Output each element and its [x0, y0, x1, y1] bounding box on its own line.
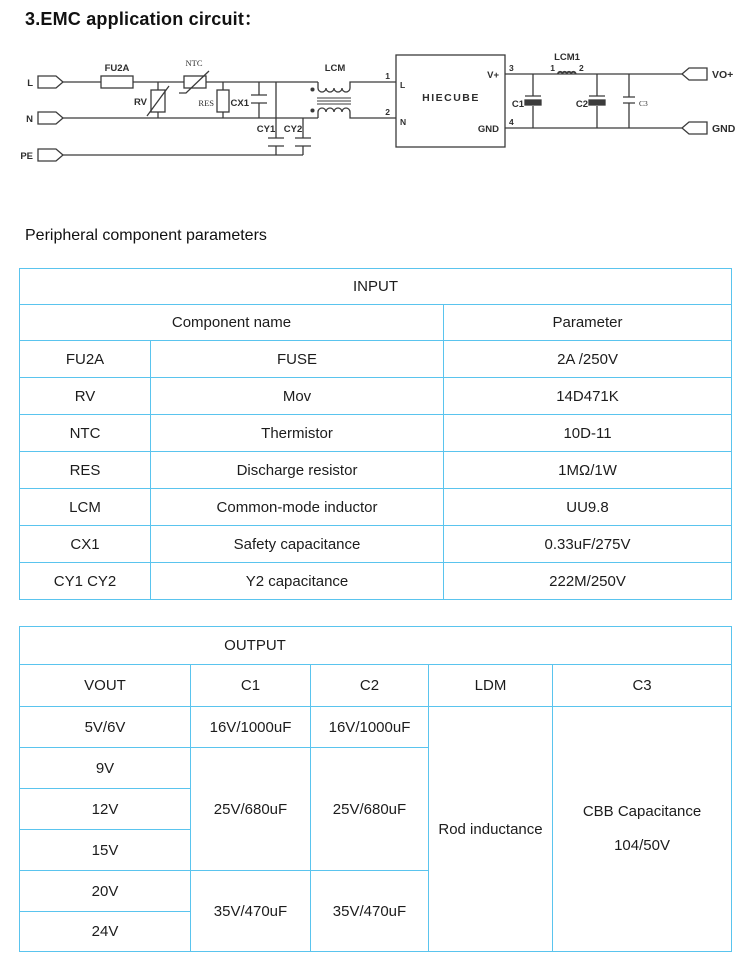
component-ref: RES — [20, 452, 151, 489]
component-name: Common-mode inductor — [151, 489, 444, 526]
table-row — [20, 526, 732, 563]
component-name: FUSE — [151, 341, 444, 378]
output-parameters-table — [19, 626, 732, 952]
label-n: N — [26, 114, 33, 125]
c1-value: 16V/1000uF — [191, 707, 311, 748]
component-name: Thermistor — [151, 415, 444, 452]
label-pin1: 1 — [385, 71, 390, 81]
table-row — [20, 341, 732, 378]
component-name: Safety capacitance — [151, 526, 444, 563]
output-table-title — [20, 627, 732, 665]
label-module: HIECUBE — [422, 92, 480, 104]
c1-value: 35V/470uF — [191, 871, 311, 952]
label-rv: RV — [133, 97, 147, 108]
c2-symbol — [589, 100, 605, 105]
label-lcm1-pin1: 1 — [550, 63, 555, 73]
table-row — [20, 489, 732, 526]
label-gnd-out: GND — [712, 123, 736, 135]
c2-value: 16V/1000uF — [311, 707, 429, 748]
page-title: 3.EMC application circuit： — [25, 9, 263, 29]
l-terminal-icon — [38, 76, 63, 88]
c1-value: 25V/680uF — [191, 748, 311, 871]
output-header-vout: VOUT — [20, 665, 191, 707]
component-ref: CY1 CY2 — [20, 563, 151, 600]
label-cy2: CY2 — [283, 124, 303, 135]
component-name: Discharge resistor — [151, 452, 444, 489]
output-header-ldm: LDM — [429, 665, 553, 707]
pe-terminal-icon — [38, 149, 63, 161]
c3-value-line1: CBB Capacitance — [582, 803, 702, 820]
label-cy1: CY1 — [256, 124, 276, 135]
label-pin-n: N — [400, 117, 407, 127]
c1-symbol — [525, 100, 541, 105]
label-c2: C2 — [575, 99, 588, 110]
c2-value: 25V/680uF — [311, 748, 429, 871]
label-pin2: 2 — [385, 107, 390, 117]
label-fuse: FU2A — [104, 63, 130, 74]
label-lcm: LCM — [324, 63, 346, 74]
table-row — [20, 563, 732, 600]
input-parameters-table — [19, 268, 732, 600]
component-param: 222M/250V — [444, 563, 732, 600]
output-header-c1: C1 — [191, 665, 311, 707]
component-param: 14D471K — [444, 378, 732, 415]
component-name: Mov — [151, 378, 444, 415]
table-row — [20, 378, 732, 415]
emc-circuit-diagram — [0, 0, 750, 210]
label-pin3: 3 — [509, 63, 514, 73]
component-param: UU9.8 — [444, 489, 732, 526]
res-symbol — [217, 90, 229, 112]
component-name: Y2 capacitance — [151, 563, 444, 600]
table-row — [20, 452, 732, 489]
output-header-c3: C3 — [553, 665, 732, 707]
table-row — [20, 707, 732, 748]
label-res: RES — [198, 98, 214, 108]
section-title: Peripheral component parameters — [25, 227, 267, 244]
label-lcm1: LCM1 — [554, 52, 580, 63]
label-c3: C3 — [639, 99, 648, 108]
ldm-value: Rod inductance — [429, 707, 553, 952]
vo-terminal-icon — [682, 68, 707, 80]
lcm-bottom-coil — [318, 108, 350, 112]
component-ref: CX1 — [20, 526, 151, 563]
label-vo-out: VO+ — [712, 69, 734, 81]
label-vplus: V+ — [487, 70, 499, 81]
label-pin4: 4 — [509, 117, 514, 127]
label-lcm1-pin2: 2 — [579, 63, 584, 73]
c3-value — [553, 707, 732, 952]
label-gnd: GND — [477, 124, 499, 135]
component-param: 10D-11 — [444, 415, 732, 452]
label-pin-l: L — [400, 80, 406, 90]
component-ref: LCM — [20, 489, 151, 526]
output-table-title-text: OUTPUT — [224, 637, 286, 654]
c2-value: 35V/470uF — [311, 871, 429, 952]
lcm-top-coil — [318, 88, 350, 92]
vout-value: 5V/6V — [20, 707, 191, 748]
c3-value-line2: 104/50V — [614, 837, 670, 854]
input-table-title: INPUT — [20, 269, 732, 305]
gnd-terminal-icon — [682, 122, 707, 134]
vout-value: 15V — [20, 830, 191, 871]
vout-value: 9V — [20, 748, 191, 789]
table-row — [20, 415, 732, 452]
label-ntc: NTC — [185, 58, 203, 68]
label-l: L — [27, 78, 33, 89]
component-param: 2A /250V — [444, 341, 732, 378]
component-ref: RV — [20, 378, 151, 415]
n-terminal-icon — [38, 112, 63, 124]
fuse-symbol — [101, 76, 133, 88]
component-ref: FU2A — [20, 341, 151, 378]
label-cx1: CX1 — [230, 98, 249, 109]
output-header-c2: C2 — [311, 665, 429, 707]
input-header-parameter: Parameter — [444, 305, 732, 341]
label-pe: PE — [20, 151, 33, 162]
vout-value: 20V — [20, 871, 191, 912]
component-ref: NTC — [20, 415, 151, 452]
component-param: 1MΩ/1W — [444, 452, 732, 489]
vout-value: 12V — [20, 789, 191, 830]
label-c1: C1 — [511, 99, 524, 110]
component-param: 0.33uF/275V — [444, 526, 732, 563]
input-header-component: Component name — [20, 305, 444, 341]
vout-value: 24V — [20, 912, 191, 952]
